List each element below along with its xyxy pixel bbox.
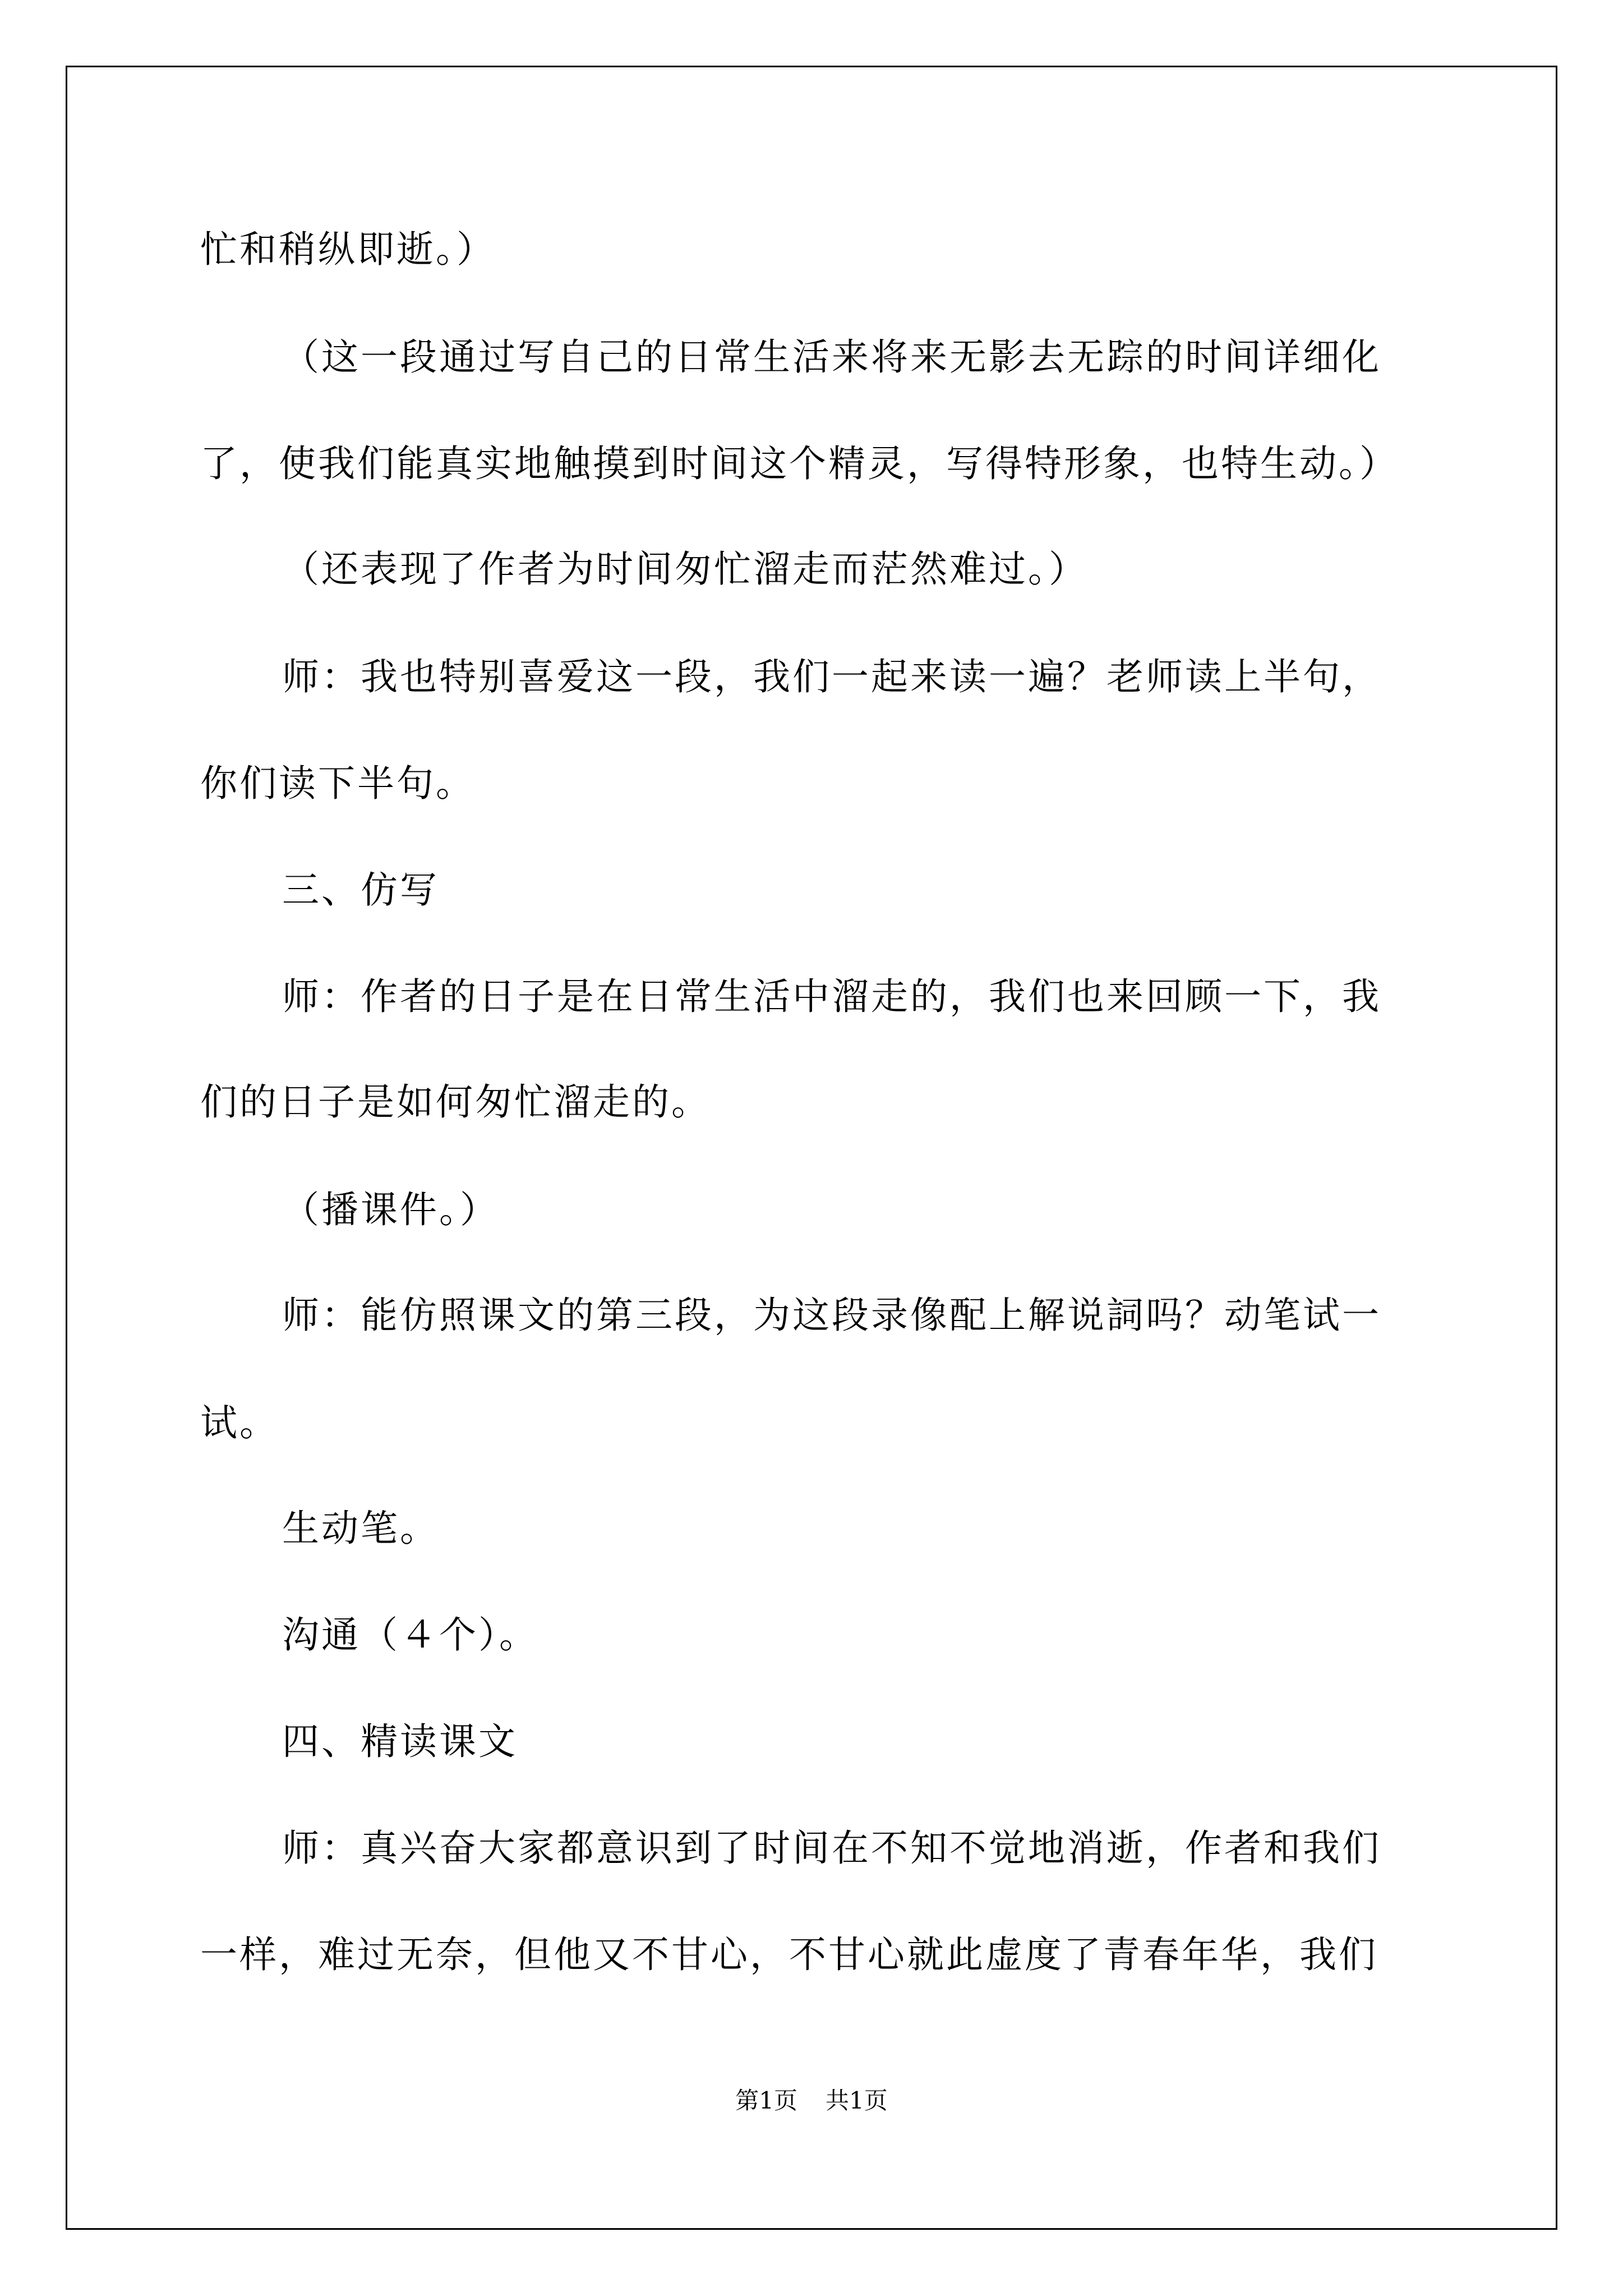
text-line-16: 师：真兴奋大家都意识到了时间在不知不觉地消逝，作者和我们 [282, 1826, 1381, 1870]
text-line-12: 试。 [200, 1401, 279, 1444]
text-line-2: （这一段通过写自己的日常生活来将来无影去无踪的时间详细化 [282, 335, 1381, 379]
text-line-14: 沟通（４个）。 [282, 1613, 538, 1657]
text-line-4: （还表现了作者为时间匆忙溜走而茫然难过。） [282, 547, 1088, 591]
text-line-6: 你们读下半句。 [200, 762, 475, 805]
text-line-5: 师：我也特别喜爱这一段，我们一起来读一遍？老师读上半句， [282, 655, 1381, 698]
section-heading-3: 三、仿写 [282, 868, 439, 912]
page-border [66, 66, 1557, 2230]
text-line-3: 了，使我们能真实地触摸到时间这个精灵，写得特形象，也特生动。） [200, 442, 1399, 485]
text-line-9: 们的日子是如何匆忙溜走的。 [200, 1080, 711, 1124]
section-heading-4: 四、精读课文 [282, 1720, 518, 1763]
text-line-8: 师：作者的日子是在日常生活中溜走的，我们也来回顾一下，我 [282, 975, 1381, 1018]
page-footer [0, 2084, 1623, 2118]
text-line-11: 师：能仿照课文的第三段，为这段录像配上解说詞吗？动笔试一 [282, 1294, 1381, 1337]
text-line-1: 忙和稍纵即逝。） [200, 228, 496, 271]
page-number: 第1页 [735, 2087, 797, 2114]
text-line-17: 一样，难过无奈，但他又不甘心，不甘心就此虚度了青春年华，我们 [200, 1933, 1378, 1976]
text-line-13: 生动笔。 [282, 1507, 439, 1550]
page-total: 共1页 [826, 2087, 888, 2114]
text-line-10: （播课件。） [282, 1188, 499, 1231]
